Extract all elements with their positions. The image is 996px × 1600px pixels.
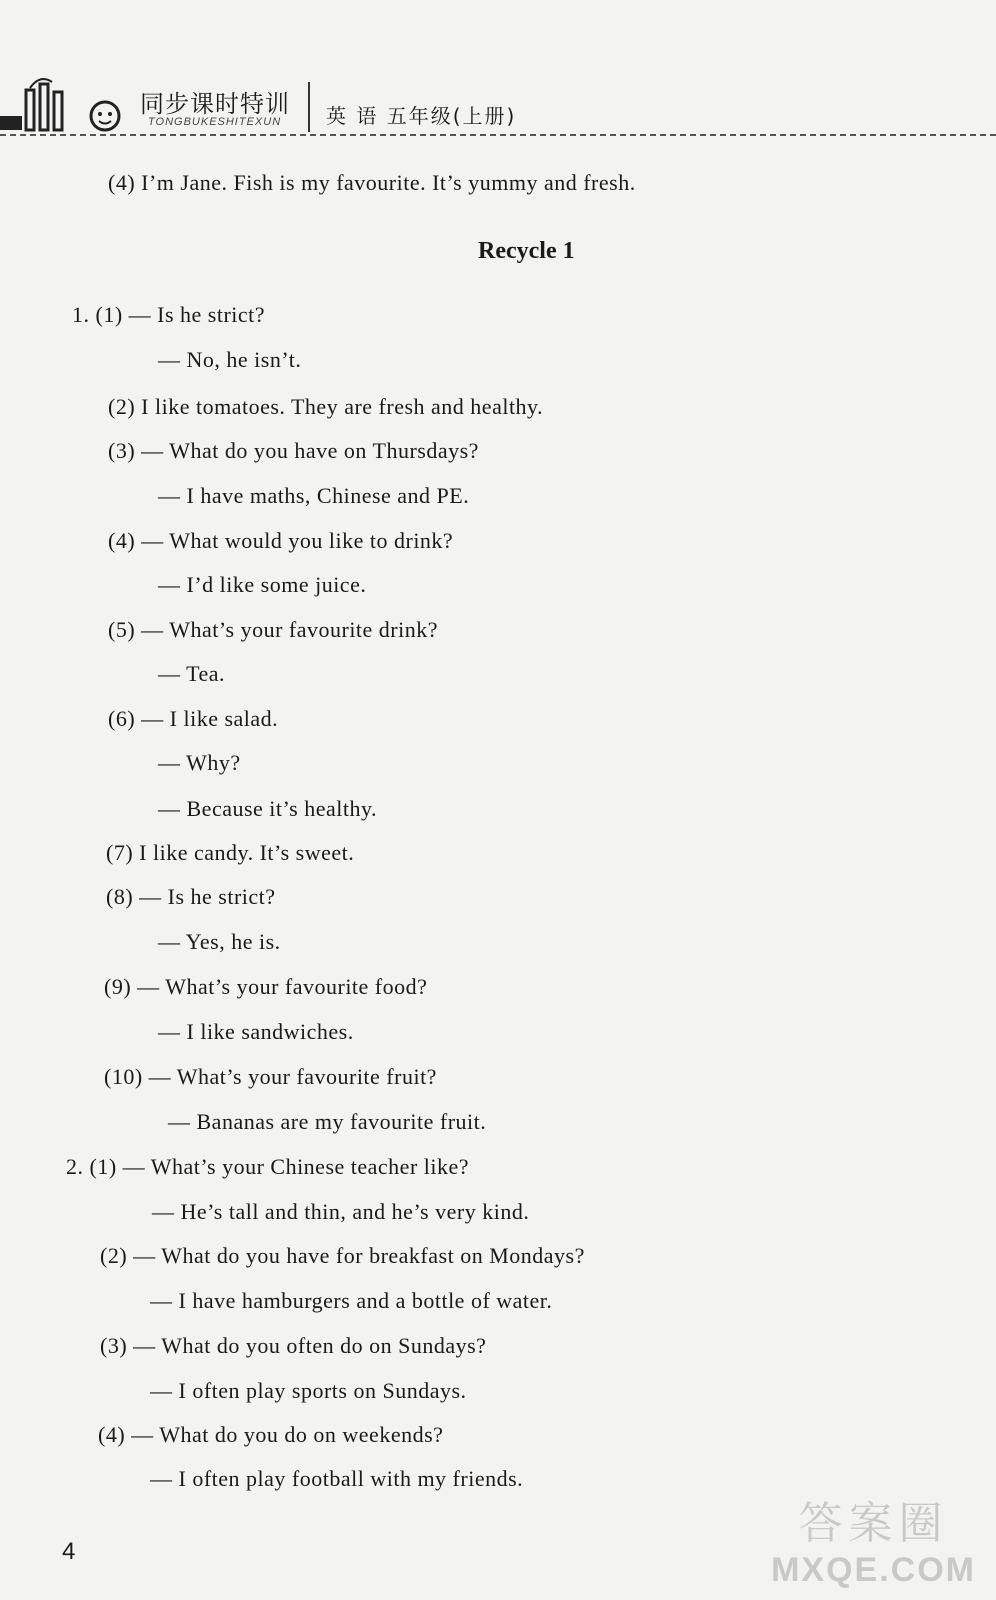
- answer-line: (7) I like candy. It’s sweet.: [106, 840, 355, 865]
- answer-line: (2) — What do you have for breakfast on Mondays?: [100, 1243, 585, 1268]
- answer-line: — I like sandwiches.: [158, 1019, 354, 1044]
- watermark: [771, 1487, 976, 1590]
- answer-line: — I’d like some juice.: [158, 572, 367, 597]
- header-rule: [0, 134, 996, 136]
- answer-line: (5) — What’s your favourite drink?: [108, 617, 439, 642]
- answer-line: — Why?: [158, 750, 241, 775]
- answer-line: — I have maths, Chinese and PE.: [158, 483, 470, 508]
- subject-grade: 英 语 五年级(上册): [326, 104, 517, 128]
- answer-line: 2. (1) — What’s your Chinese teacher like?: [66, 1154, 470, 1179]
- answer-line: (4) I’m Jane. Fish is my favourite. It’s yummy and fresh.: [108, 170, 636, 195]
- watermark-url: MXQE.COM: [771, 1551, 976, 1589]
- answer-line: (4) — What do you do on weekends?: [98, 1422, 444, 1447]
- answer-line: — No, he isn’t.: [158, 347, 302, 372]
- page-header: [0, 70, 996, 145]
- answer-line: — Because it’s healthy.: [158, 796, 378, 821]
- header-divider: [308, 82, 310, 132]
- answer-line: — Bananas are my favourite fruit.: [168, 1109, 487, 1134]
- answer-line: (3) — What do you often do on Sundays?: [100, 1333, 487, 1358]
- page-number: 4: [62, 1538, 76, 1565]
- answer-line: — I often play football with my friends.: [150, 1466, 524, 1491]
- brand-pinyin: TONGBUKESHITEXUN: [148, 116, 282, 128]
- answer-line: (4) — What would you like to drink?: [108, 528, 454, 553]
- book-stack-logo-icon: [0, 70, 135, 136]
- answer-line: 1. (1) — Is he strict?: [72, 302, 266, 327]
- answer-line: — He’s tall and thin, and he’s very kind.: [152, 1199, 530, 1224]
- answer-line: (3) — What do you have on Thursdays?: [108, 438, 479, 463]
- answer-line: — Tea.: [158, 661, 226, 686]
- answer-line: — I often play sports on Sundays.: [150, 1378, 467, 1403]
- answer-line: (10) — What’s your favourite fruit?: [104, 1064, 437, 1089]
- answer-line: (8) — Is he strict?: [106, 884, 276, 909]
- brand-title: 同步课时特训: [140, 90, 290, 118]
- section-title: Recycle 1: [478, 238, 575, 264]
- answer-line: — Yes, he is.: [158, 929, 281, 954]
- watermark-text: 答案圈: [798, 1498, 949, 1549]
- answer-line: (9) — What’s your favourite food?: [104, 974, 428, 999]
- answer-line: (6) — I like salad.: [108, 706, 279, 731]
- answer-line: — I have hamburgers and a bottle of water.: [150, 1288, 553, 1313]
- answer-line: (2) I like tomatoes. They are fresh and healthy.: [108, 394, 544, 419]
